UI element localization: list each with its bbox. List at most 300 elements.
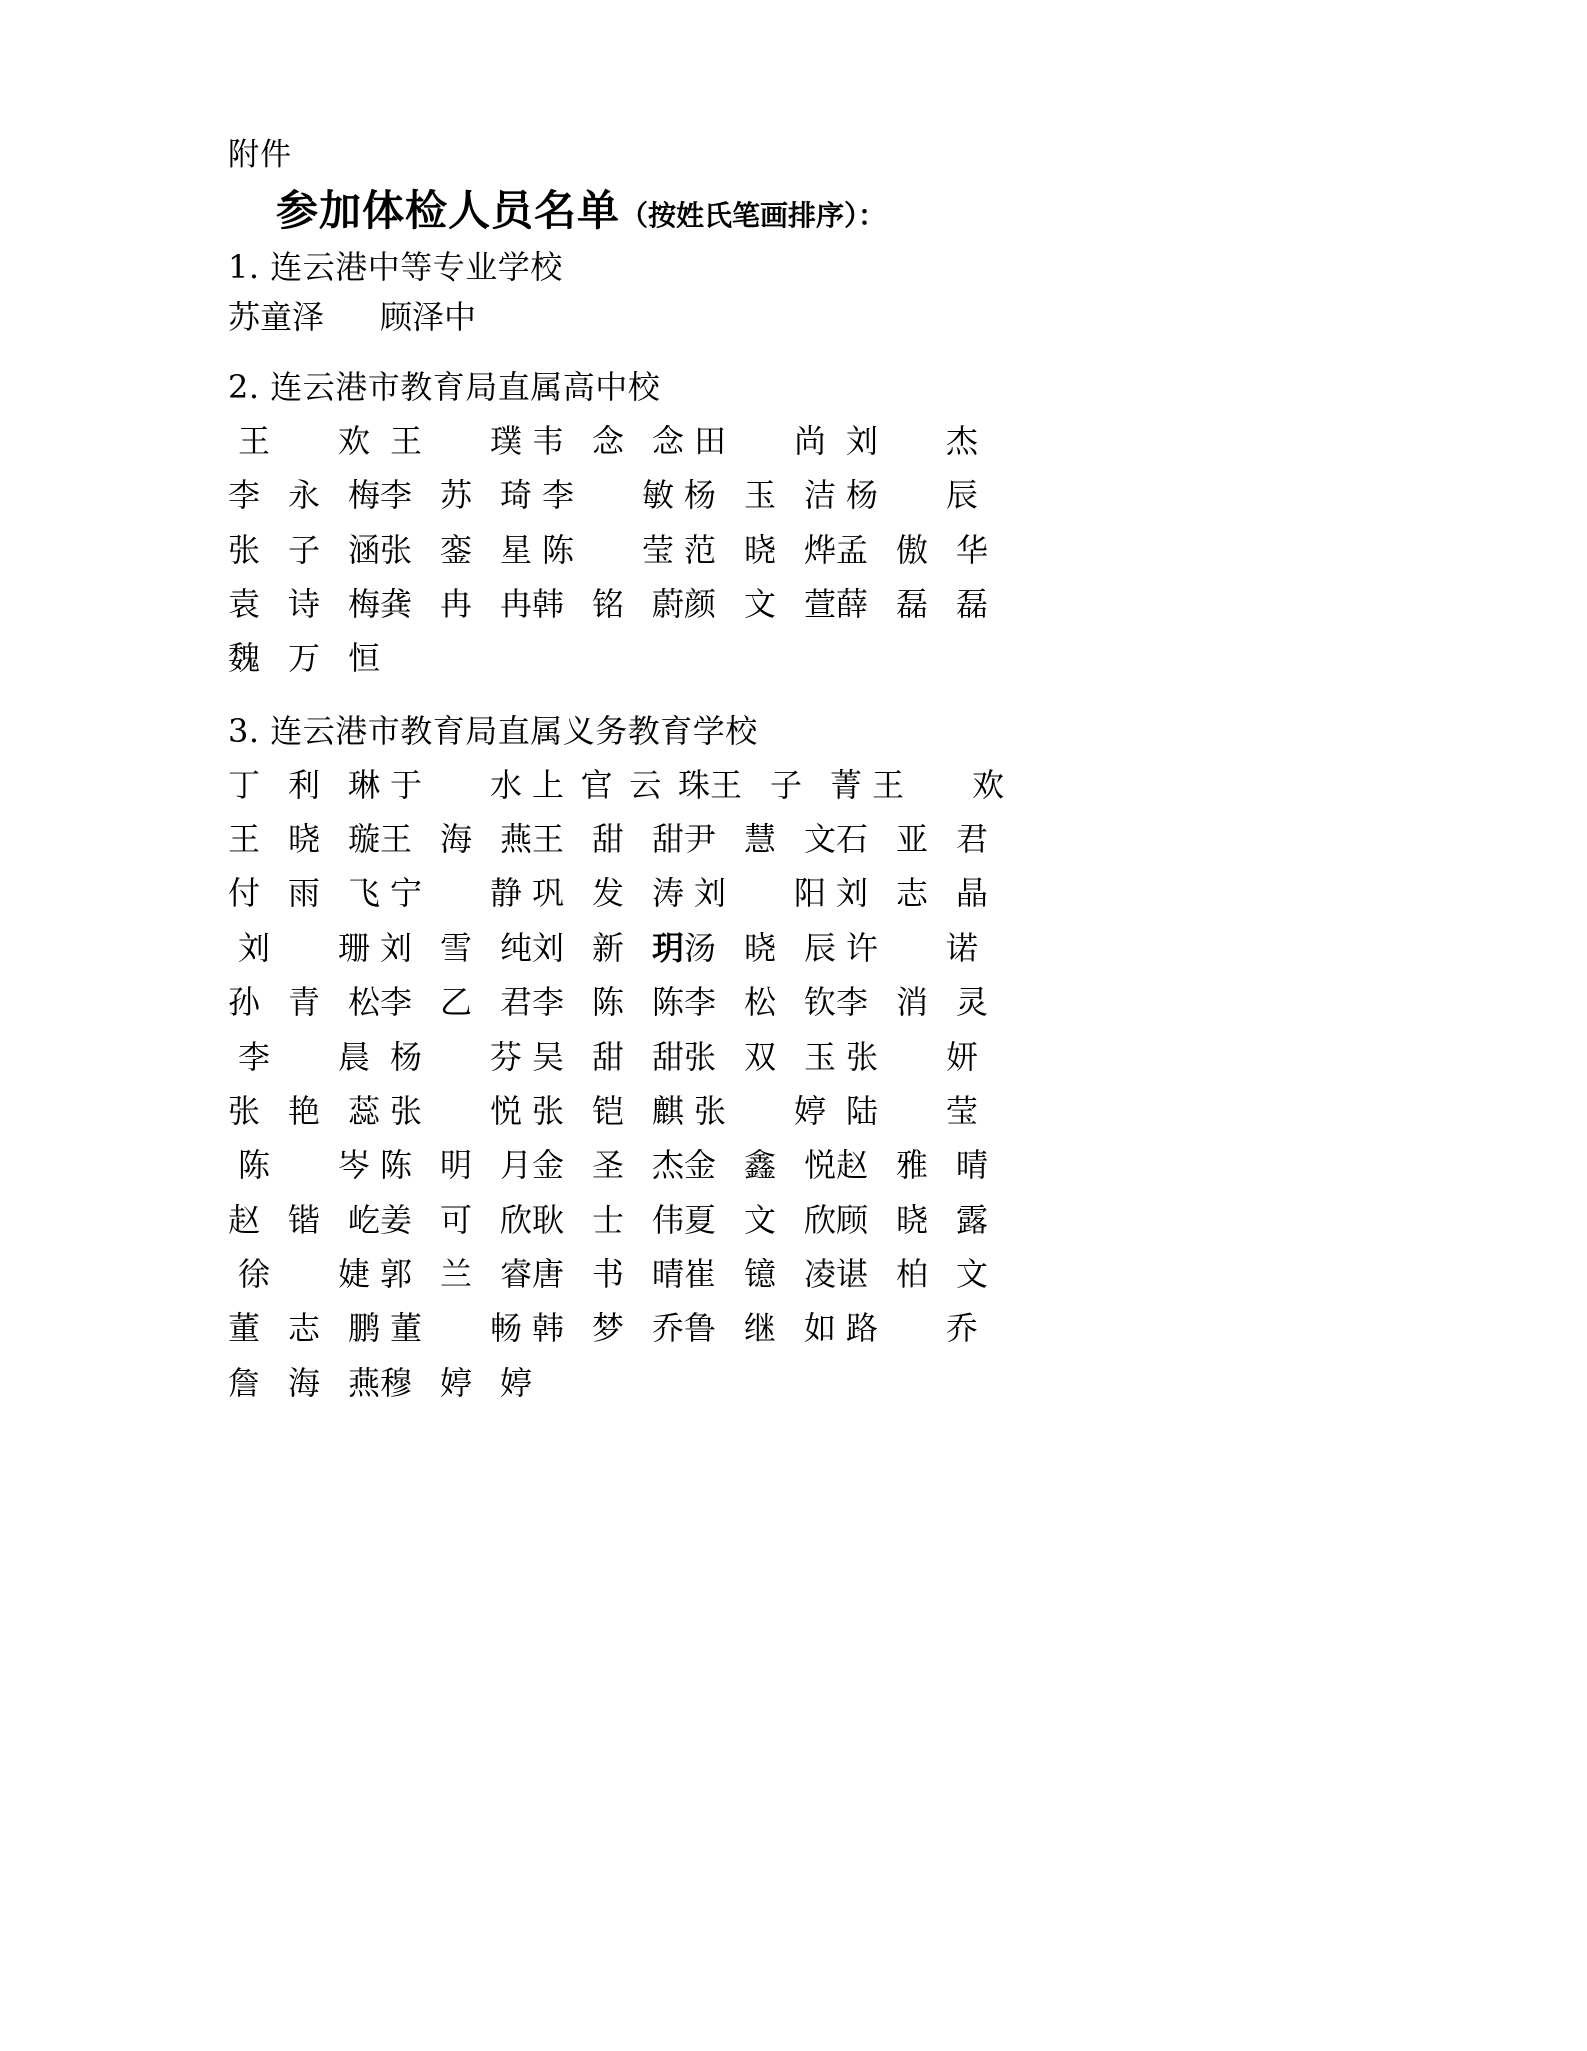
name-char: 甜 (591, 1037, 624, 1076)
name-char: 刘 (694, 874, 727, 913)
document-title-line (228, 185, 1358, 238)
name-char: 甜 (651, 819, 684, 858)
person-name (532, 975, 684, 1029)
name-char: 龚 (380, 584, 413, 623)
person-name (684, 812, 836, 866)
person-name (836, 1301, 988, 1355)
person-name (380, 1247, 532, 1301)
name-char: 谌 (836, 1255, 869, 1294)
name-char: 姜 (380, 1200, 413, 1239)
name-char: 李 (380, 983, 413, 1022)
name-char: 陈 (380, 1146, 413, 1185)
name-char: 李 (836, 983, 869, 1022)
name-row (228, 468, 1358, 522)
name-char: 亚 (895, 819, 928, 858)
name-char: 琦 (499, 476, 532, 515)
name-char: 辰 (803, 928, 836, 967)
name-char: 水 (489, 765, 522, 804)
name-char: 梅 (347, 584, 380, 623)
person-name (380, 812, 532, 866)
name-char: 珊 (337, 928, 370, 967)
person-name (532, 1247, 684, 1301)
person-name (532, 523, 684, 577)
person-name (710, 758, 862, 812)
name-char: 董 (390, 1309, 423, 1348)
person-name (380, 414, 532, 468)
person-name (684, 1247, 836, 1301)
name-char: 晓 (743, 928, 776, 967)
person-name (228, 1247, 380, 1301)
name-char: 新 (591, 928, 624, 967)
person-name (836, 921, 988, 975)
name-char: 念 (651, 421, 684, 460)
person-name (684, 1030, 836, 1084)
person-name (532, 1301, 684, 1355)
name-char: 李 (532, 983, 565, 1022)
name-char: 袁 (228, 584, 261, 623)
name-char: 书 (591, 1255, 624, 1294)
name-char: 静 (489, 874, 522, 913)
name-char: 蔚 (651, 584, 684, 623)
name-char: 李 (238, 1037, 271, 1076)
name-char: 飞 (347, 874, 380, 913)
name-char: 陈 (238, 1146, 271, 1185)
name-row (228, 1030, 1358, 1084)
section-heading: 3. 连云港市教育局直属义务教育学校 (228, 711, 758, 750)
name-char: 丁 (228, 765, 261, 804)
name-char: 甜 (651, 1037, 684, 1076)
name-char: 晶 (955, 874, 988, 913)
name-char: 涵 (347, 530, 380, 569)
person-name (380, 1193, 532, 1247)
name-char: 海 (287, 1363, 320, 1402)
person-name (532, 414, 684, 468)
name-char: 陆 (846, 1091, 879, 1130)
person-name (228, 1030, 380, 1084)
name-char: 杨 (390, 1037, 423, 1076)
name-char: 路 (846, 1309, 879, 1348)
name-char: 玉 (803, 1037, 836, 1076)
name-char: 郭 (380, 1255, 413, 1294)
person-name (836, 812, 988, 866)
name-char: 婕 (337, 1255, 370, 1294)
name-char: 王 (390, 421, 423, 460)
name-char: 辰 (945, 476, 978, 515)
name-char: 董 (228, 1309, 261, 1348)
person-name (228, 414, 380, 468)
name-char: 艳 (287, 1091, 320, 1130)
name-row (228, 866, 1358, 920)
name-char: 志 (287, 1309, 320, 1348)
name-char: 雪 (439, 928, 472, 967)
name-char: 尚 (793, 421, 826, 460)
name-char: 王 (710, 765, 743, 804)
name-char: 玥 (651, 928, 684, 967)
name-char: 月 (499, 1146, 532, 1185)
name-char: 李 (228, 476, 261, 515)
name-char: 如 (803, 1309, 836, 1348)
name-char: 汤 (684, 928, 717, 967)
name-char: 銮 (439, 530, 472, 569)
name-char: 晨 (337, 1037, 370, 1076)
name-char: 屹 (347, 1200, 380, 1239)
person-name (836, 866, 988, 920)
name-char: 杰 (651, 1146, 684, 1185)
name-char: 菁 (829, 765, 862, 804)
person-name (228, 921, 380, 975)
name-char: 王 (228, 819, 261, 858)
name-char: 畅 (489, 1309, 522, 1348)
person-name (380, 1301, 532, 1355)
name-char: 铠 (591, 1091, 624, 1130)
name-row (228, 1193, 1358, 1247)
name-char: 金 (684, 1146, 717, 1185)
name-char: 唐 (532, 1255, 565, 1294)
name-row (228, 1301, 1358, 1355)
name-char: 欢 (337, 421, 370, 460)
person-name (836, 975, 988, 1029)
name-char: 李 (380, 476, 413, 515)
person-name (380, 577, 532, 631)
name-char: 王 (872, 765, 905, 804)
name-char: 上 (532, 765, 565, 804)
name-char: 乙 (439, 983, 472, 1022)
person-name (684, 577, 836, 631)
name-char: 柏 (895, 1255, 928, 1294)
name-char: 陈 (542, 530, 575, 569)
name-char: 子 (287, 530, 320, 569)
person-name (862, 758, 1014, 812)
name-char: 圣 (591, 1146, 624, 1185)
person-name (532, 758, 710, 812)
person-name (380, 468, 532, 522)
name-char: 士 (591, 1200, 624, 1239)
name-char: 耿 (532, 1200, 565, 1239)
name-row (228, 921, 1358, 975)
name-char: 薛 (836, 584, 869, 623)
name-char: 婷 (439, 1363, 472, 1402)
person-name (228, 812, 380, 866)
name-char: 晓 (287, 819, 320, 858)
name-char: 吴 (532, 1037, 565, 1076)
name-row (228, 631, 1358, 685)
name-char: 王 (238, 421, 271, 460)
name-char: 王 (380, 819, 413, 858)
person-name (836, 523, 988, 577)
person-name (228, 468, 380, 522)
name-char: 晓 (895, 1200, 928, 1239)
name-char: 婷 (793, 1091, 826, 1130)
person-name (380, 975, 532, 1029)
person-name: 苏童泽 (228, 298, 325, 337)
name-char: 石 (836, 819, 869, 858)
name-char: 敏 (641, 476, 674, 515)
name-char: 慧 (743, 819, 776, 858)
name-char: 君 (499, 983, 532, 1022)
name-char: 李 (684, 983, 717, 1022)
name-char: 海 (439, 819, 472, 858)
name-char: 文 (743, 584, 776, 623)
name-char: 念 (591, 421, 624, 460)
name-char: 婷 (499, 1363, 532, 1402)
name-char: 张 (684, 1037, 717, 1076)
person-name (684, 921, 836, 975)
name-char: 雅 (895, 1146, 928, 1185)
name-char: 詹 (228, 1363, 261, 1402)
name-char: 欢 (971, 765, 1004, 804)
name-char: 珠 (677, 765, 710, 804)
name-char: 杰 (945, 421, 978, 460)
name-row (228, 975, 1358, 1029)
name-char: 尹 (684, 819, 717, 858)
section-heading: 1. 连云港中等专业学校 (228, 247, 563, 286)
name-char: 张 (390, 1091, 423, 1130)
name-char: 露 (955, 1200, 988, 1239)
name-char: 兰 (439, 1255, 472, 1294)
name-char: 消 (895, 983, 928, 1022)
name-char: 志 (895, 874, 928, 913)
name-char: 莹 (641, 530, 674, 569)
person-name (836, 1030, 988, 1084)
person-name (532, 921, 684, 975)
name-char: 鲁 (684, 1309, 717, 1348)
name-char: 于 (390, 765, 423, 804)
name-char: 范 (684, 530, 717, 569)
name-char: 孙 (228, 983, 261, 1022)
name-char: 张 (532, 1091, 565, 1130)
name-char: 永 (287, 476, 320, 515)
name-char: 田 (694, 421, 727, 460)
name-char: 萱 (803, 584, 836, 623)
name-char: 文 (803, 819, 836, 858)
name-char: 蕊 (347, 1091, 380, 1130)
page-title-note: （按姓氏笔画排序）： (620, 199, 887, 232)
name-char: 岑 (337, 1146, 370, 1185)
name-char: 锴 (287, 1200, 320, 1239)
person-name (836, 1193, 988, 1247)
person-name (228, 1084, 380, 1138)
person-name (228, 631, 380, 685)
person-name (228, 1193, 380, 1247)
name-char: 纯 (499, 928, 532, 967)
name-char: 涛 (651, 874, 684, 913)
name-char: 夏 (684, 1200, 717, 1239)
name-char: 璇 (347, 819, 380, 858)
name-char: 松 (743, 983, 776, 1022)
name-char: 宁 (390, 874, 423, 913)
name-char: 甜 (591, 819, 624, 858)
name-char: 莹 (945, 1091, 978, 1130)
name-char: 铭 (591, 584, 624, 623)
name-char: 洁 (803, 476, 836, 515)
page-title: 参加体检人员名单 (276, 186, 621, 235)
name-row (228, 1356, 1358, 1410)
name-char: 刘 (380, 928, 413, 967)
name-char: 利 (287, 765, 320, 804)
name-char: 文 (955, 1255, 988, 1294)
name-char: 子 (769, 765, 802, 804)
person-name (532, 812, 684, 866)
person-name (380, 1084, 532, 1138)
name-char: 赵 (836, 1146, 869, 1185)
name-char: 巩 (532, 874, 565, 913)
person-name (380, 523, 532, 577)
person-name (228, 1301, 380, 1355)
person-name (684, 1301, 836, 1355)
person-name (684, 1138, 836, 1192)
name-char: 星 (499, 530, 532, 569)
person-name (532, 1030, 684, 1084)
name-char: 乔 (945, 1309, 978, 1348)
name-char: 张 (694, 1091, 727, 1130)
person-name (380, 1030, 532, 1084)
name-char: 诺 (945, 928, 978, 967)
name-char: 青 (287, 983, 320, 1022)
name-row (228, 1138, 1358, 1192)
name-char: 赵 (228, 1200, 261, 1239)
name-char: 苏 (439, 476, 472, 515)
name-char: 云 (629, 765, 662, 804)
person-name (228, 1138, 380, 1192)
name-char: 晴 (651, 1255, 684, 1294)
person-name (684, 975, 836, 1029)
name-row (228, 758, 1358, 812)
person-name (380, 921, 532, 975)
person-name (684, 1084, 836, 1138)
person-name (836, 1247, 988, 1301)
name-char: 傲 (895, 530, 928, 569)
name-char: 王 (532, 819, 565, 858)
name-char: 冉 (439, 584, 472, 623)
person-name (380, 866, 532, 920)
name-row (228, 414, 1358, 468)
name-char: 张 (228, 1091, 261, 1130)
name-char: 欣 (803, 1200, 836, 1239)
name-char: 金 (532, 1146, 565, 1185)
person-name (228, 758, 380, 812)
name-char: 芬 (489, 1037, 522, 1076)
person-name (532, 1084, 684, 1138)
name-char: 璞 (489, 421, 522, 460)
person-name (684, 523, 836, 577)
name-char: 官 (580, 765, 613, 804)
name-char: 刘 (846, 421, 879, 460)
name-char: 华 (955, 530, 988, 569)
name-char: 欣 (499, 1200, 532, 1239)
name-char: 杨 (846, 476, 879, 515)
name-char: 妍 (945, 1037, 978, 1076)
name-row (228, 293, 1358, 342)
name-char: 琳 (347, 765, 380, 804)
name-char: 玉 (743, 476, 776, 515)
name-char: 烨 (803, 530, 836, 569)
name-char: 燕 (347, 1363, 380, 1402)
name-row (228, 523, 1358, 577)
name-char: 悦 (803, 1146, 836, 1185)
name-char: 韦 (532, 421, 565, 460)
name-char: 张 (228, 530, 261, 569)
name-char: 颜 (684, 584, 717, 623)
person-name (836, 1138, 988, 1192)
person-name (684, 468, 836, 522)
person-name (684, 414, 836, 468)
attachment-label: 附件 (228, 137, 292, 173)
person-name (380, 1138, 532, 1192)
name-row (228, 812, 1358, 866)
name-char: 许 (846, 928, 879, 967)
name-char: 麒 (651, 1091, 684, 1130)
name-char: 顾 (836, 1200, 869, 1239)
name-char: 万 (287, 639, 320, 678)
name-row (228, 577, 1358, 631)
name-char: 文 (743, 1200, 776, 1239)
name-char: 诗 (287, 584, 320, 623)
name-char: 徐 (238, 1255, 271, 1294)
name-char: 刘 (238, 928, 271, 967)
name-char: 鑫 (743, 1146, 776, 1185)
name-char: 悦 (489, 1091, 522, 1130)
name-char: 梅 (347, 476, 380, 515)
name-char: 冉 (499, 584, 532, 623)
name-char: 恒 (347, 639, 380, 678)
name-char: 磊 (895, 584, 928, 623)
name-char: 继 (743, 1309, 776, 1348)
name-char: 燕 (499, 819, 532, 858)
person-name (836, 468, 988, 522)
name-char: 双 (743, 1037, 776, 1076)
person-name (380, 758, 532, 812)
name-char: 钦 (803, 983, 836, 1022)
person-name (836, 577, 988, 631)
person-name (532, 1138, 684, 1192)
person-name: 顾泽中 (380, 298, 477, 337)
name-char: 雨 (287, 874, 320, 913)
name-char: 晴 (955, 1146, 988, 1185)
document-body (228, 137, 1358, 1410)
name-char: 李 (542, 476, 575, 515)
name-char: 韩 (532, 584, 565, 623)
name-char: 穆 (380, 1363, 413, 1402)
name-char: 陈 (651, 983, 684, 1022)
person-name (532, 577, 684, 631)
name-char: 崔 (684, 1255, 717, 1294)
name-char: 鹏 (347, 1309, 380, 1348)
person-name (228, 577, 380, 631)
name-char: 明 (439, 1146, 472, 1185)
name-char: 杨 (684, 476, 717, 515)
person-name (228, 866, 380, 920)
person-name (380, 1356, 532, 1410)
name-char: 梦 (591, 1309, 624, 1348)
name-char: 镱 (743, 1255, 776, 1294)
name-char: 韩 (532, 1309, 565, 1348)
name-char: 伟 (651, 1200, 684, 1239)
name-char: 张 (846, 1037, 879, 1076)
section-heading: 2. 连云港市教育局直属高中校 (228, 367, 661, 406)
name-char: 灵 (955, 983, 988, 1022)
name-row (228, 1247, 1358, 1301)
name-char: 晓 (743, 530, 776, 569)
name-char: 孟 (836, 530, 869, 569)
name-char: 魏 (228, 639, 261, 678)
name-char: 睿 (499, 1255, 532, 1294)
person-name (836, 414, 988, 468)
name-char: 阳 (793, 874, 826, 913)
person-name (836, 1084, 988, 1138)
person-name (228, 1356, 380, 1410)
name-char: 可 (439, 1200, 472, 1239)
name-char: 乔 (651, 1309, 684, 1348)
